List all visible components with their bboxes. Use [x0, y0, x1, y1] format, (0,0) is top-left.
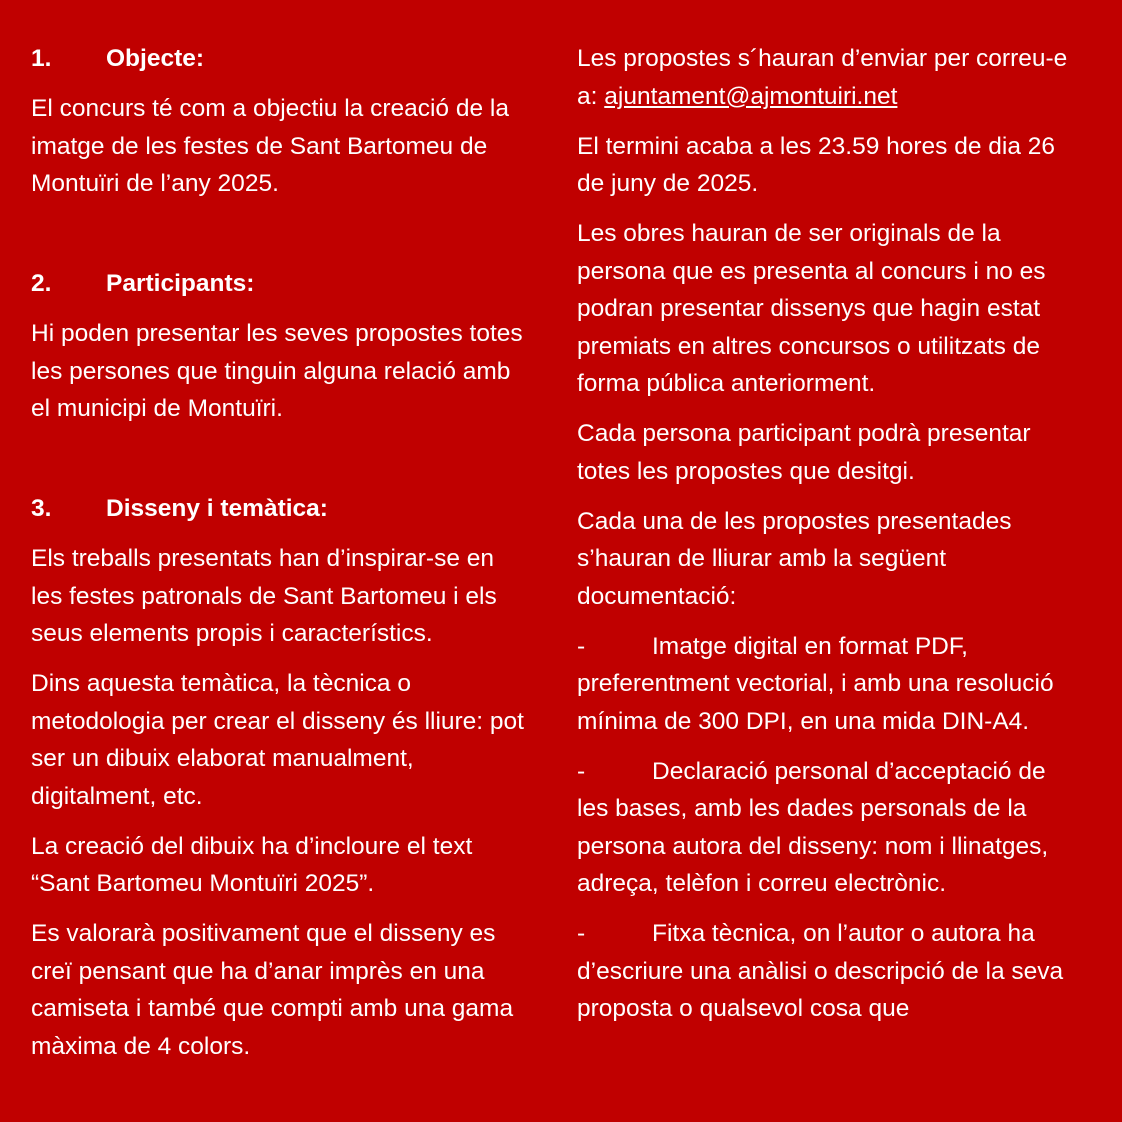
- section-3-paragraph-1: Els treballs presentats han d’inspirar-se en les festes patronals de Sant Bartomeu i els seus elements propis i característics.: [31, 545, 497, 647]
- originality-paragraph: Les obres hauran de ser originals de la persona que es presenta al concurs i no es podran presentar dissenys que hagin estat premiats en altres concursos o utilitzats de forma pública anteriorment.: [577, 220, 1046, 397]
- bullet-text: Declaració personal d’acceptació de les bases, amb les dades personals de la persona autora del disseny: nom i llinatges, adreça, telèfon i correu electrònic.: [577, 757, 1049, 897]
- bullet-marker: -: [577, 757, 586, 785]
- left-column: [31, 40, 531, 1078]
- bullet-item-technical-sheet: [577, 915, 1077, 1028]
- documentation-intro: Cada una de les propostes presentades s’hauran de lliurar amb la següent documentació:: [577, 507, 1012, 610]
- section-1-number: 1.: [31, 45, 52, 72]
- spacer: [31, 440, 531, 490]
- email-link[interactable]: ajuntament@ajmontuiri.net: [604, 82, 898, 110]
- section-2-title: Participants:: [106, 270, 255, 297]
- section-2-heading: [31, 265, 531, 303]
- deadline-paragraph: El termini acaba a les 23.59 hores de dia 26 de juny de 2025.: [577, 132, 1056, 197]
- multiple-proposals-paragraph: Cada persona participant podrà presentar totes les propostes que desitgi.: [577, 420, 1031, 485]
- section-1-title: Objecte:: [106, 45, 205, 72]
- spacer: [31, 215, 531, 265]
- bullet-text: Imatge digital en format PDF, preferentment vectorial, i amb una resolució mínima de 300 DPI, en una mida DIN-A4.: [577, 632, 1054, 735]
- section-2-body: Hi poden presentar les seves propostes totes les persones que tinguin alguna relació amb el municipi de Montuïri.: [31, 320, 523, 422]
- section-1-body: El concurs té com a objectiu la creació de la imatge de les festes de Sant Bartomeu de Montuïri de l’any 2025.: [31, 95, 509, 197]
- bullet-marker: -: [577, 632, 586, 660]
- section-3-heading: [31, 490, 531, 528]
- section-3-paragraph-3: La creació del dibuix ha d’incloure el text “Sant Bartomeu Montuïri 2025”.: [31, 832, 473, 897]
- bullet-item-declaration: [577, 753, 1077, 903]
- right-column: [577, 40, 1077, 1040]
- section-3-paragraph-4: Es valorarà positivament que el disseny es creï pensant que ha d’anar imprès en una camiseta i també que compti amb una gama màxima de 4 colors.: [31, 920, 514, 1060]
- section-1-heading: [31, 40, 531, 78]
- bullet-text: Fitxa tècnica, on l’autor o autora ha d’escriure una anàlisi o descripció de la seva proposta o qualsevol cosa que: [577, 920, 1064, 1022]
- bullet-marker: -: [577, 920, 586, 947]
- section-3-paragraph-2: Dins aquesta temàtica, la tècnica o metodologia per crear el disseny és lliure: pot ser un dibuix elaborat manualment, digitalment, etc.: [31, 670, 524, 810]
- send-instructions: [577, 40, 1077, 115]
- bullet-item-pdf: [577, 628, 1077, 741]
- send-text: Les propostes s´hauran d’enviar per correu-e a:: [577, 45, 1068, 110]
- section-3-title: Disseny i temàtica:: [106, 495, 328, 522]
- section-3-number: 3.: [31, 495, 52, 522]
- section-2-number: 2.: [31, 270, 52, 297]
